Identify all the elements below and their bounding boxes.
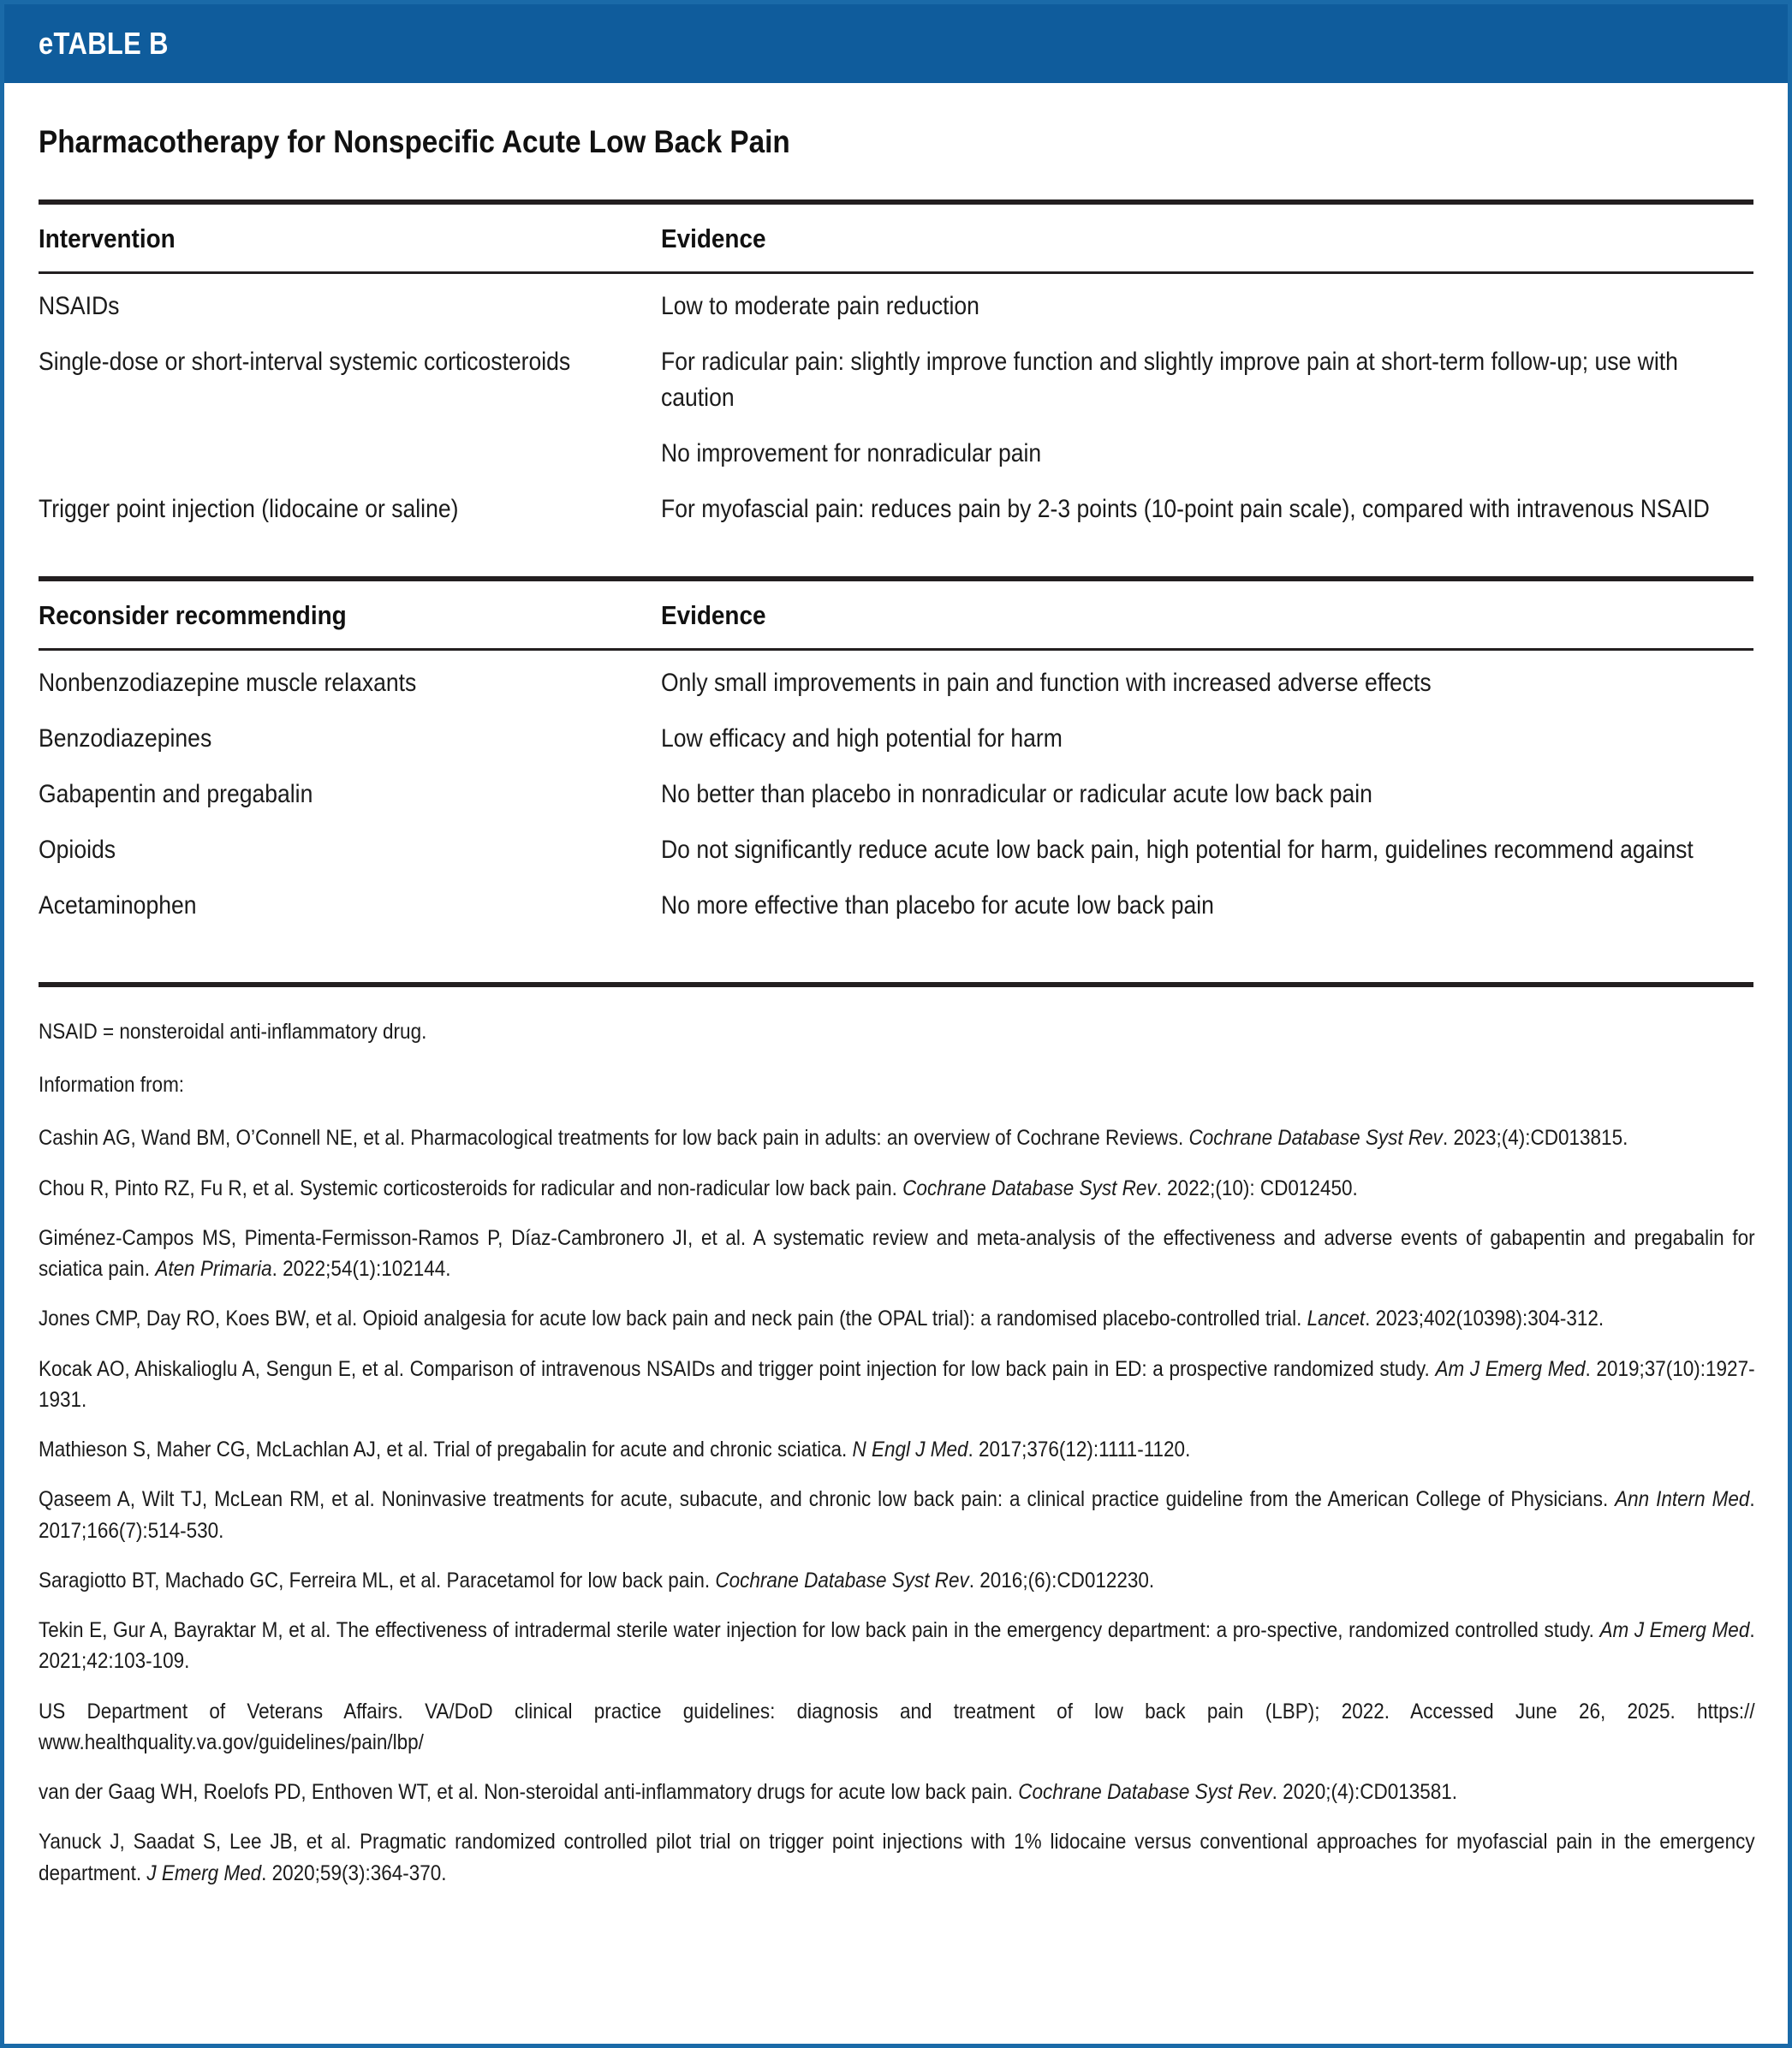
reference-text bbox=[39, 1122, 1755, 1153]
reference-text bbox=[39, 1696, 1755, 1759]
reference-fragment: . 2023;402(10398):304-312. bbox=[1365, 1307, 1604, 1331]
reference-fragment: Jones CMP, Day RO, Koes BW, et al. Opioid analgesia for acute low back pain and neck pain (the OPAL trial): a randomised placebo-controlled trial. bbox=[39, 1307, 1307, 1331]
reference-fragment: . 2017;376(12):1111-1120. bbox=[967, 1438, 1191, 1462]
intervention-label: Acetaminophen bbox=[39, 890, 197, 920]
reference-fragment: Tekin E, Gur A, Bayraktar M, et al. The effectiveness of intradermal sterile water injection for low back pain in the emergency department: a pro-spective, randomized controlled study. bbox=[39, 1618, 1600, 1642]
cell-intervention bbox=[39, 762, 661, 818]
reference-text bbox=[39, 1354, 1755, 1416]
journal-name: N Engl J Med bbox=[852, 1438, 968, 1462]
reference-fragment: . 2020;59(3):364-370. bbox=[261, 1860, 447, 1885]
column-header-label: Intervention bbox=[39, 223, 176, 253]
table-row bbox=[39, 651, 1753, 706]
cell-intervention bbox=[39, 421, 661, 477]
column-header-intervention bbox=[39, 581, 661, 648]
page-title: Pharmacotherapy for Nonspecific Acute Low Back Pain bbox=[39, 124, 790, 159]
etable-header-bar bbox=[4, 4, 1788, 83]
intervention-label: Trigger point injection (lidocaine or saline) bbox=[39, 494, 459, 523]
reference-item bbox=[39, 1826, 1753, 1889]
reference-text bbox=[39, 1615, 1755, 1677]
column-header-label: Evidence bbox=[661, 223, 766, 253]
reference-fragment: Kocak AO, Ahiskalioglu A, Sengun E, et al. Comparison of intravenous NSAIDs and trigger point injection for low back pain in ED: a prospective randomized study. bbox=[39, 1356, 1436, 1381]
evidence-text: No more effective than placebo for acute low back pain bbox=[661, 890, 1214, 920]
reference-item bbox=[39, 1434, 1753, 1465]
reference-text bbox=[39, 1434, 1755, 1465]
column-header-row bbox=[39, 581, 1753, 648]
section-spacer bbox=[39, 929, 1753, 951]
journal-name: Am J Emerg Med bbox=[1599, 1618, 1750, 1642]
table-row bbox=[39, 477, 1753, 533]
intervention-label: NSAIDs bbox=[39, 292, 120, 320]
evidence-text: For myofascial pain: reduces pain by 2-3 points (10-point pain scale), compared with intravenous NSAID bbox=[661, 494, 1710, 523]
reference-text bbox=[39, 1826, 1755, 1889]
journal-name: Cochrane Database Syst Rev bbox=[1188, 1126, 1443, 1151]
footnotes bbox=[39, 1016, 1753, 1889]
cell-intervention bbox=[39, 818, 661, 873]
reference-fragment: Saragiotto BT, Machado GC, Ferreira ML, et al. Paracetamol for low back pain. bbox=[39, 1568, 716, 1593]
table-section bbox=[39, 576, 1753, 950]
reference-item bbox=[39, 1303, 1753, 1334]
reference-fragment: . 2023;(4):CD013815. bbox=[1442, 1126, 1628, 1151]
table-section bbox=[39, 199, 1753, 554]
evidence-text: No better than placebo in nonradicular or radicular acute low back pain bbox=[661, 780, 1372, 809]
reference-item bbox=[39, 1565, 1753, 1596]
footnote-divider bbox=[39, 982, 1753, 987]
evidence-text: Low to moderate pain reduction bbox=[661, 292, 979, 320]
evidence-text: Do not significantly reduce acute low back pain, high potential for harm, guidelines recommend against bbox=[661, 836, 1694, 864]
column-header-label: Evidence bbox=[661, 600, 766, 631]
cell-evidence bbox=[661, 477, 1753, 533]
section-table bbox=[39, 205, 1753, 271]
table-row bbox=[39, 818, 1753, 873]
journal-name: Cochrane Database Syst Rev bbox=[715, 1568, 969, 1593]
cell-evidence bbox=[661, 651, 1753, 706]
reference-text bbox=[39, 1565, 1755, 1596]
journal-name: J Emerg Med bbox=[146, 1860, 262, 1885]
reference-item bbox=[39, 1173, 1753, 1204]
reference-item bbox=[39, 1777, 1753, 1807]
reference-item bbox=[39, 1615, 1753, 1677]
reference-text bbox=[39, 1223, 1755, 1285]
reference-fragment: . 2016;(6):CD012230. bbox=[968, 1568, 1155, 1593]
section-rows bbox=[39, 651, 1753, 928]
cell-intervention bbox=[39, 873, 661, 929]
evidence-text: Low efficacy and high potential for harm bbox=[661, 724, 1063, 753]
cell-intervention bbox=[39, 706, 661, 762]
reference-fragment: Cashin AG, Wand BM, O’Connell NE, et al. Pharmacological treatments for low back pain in adults: an overview of Cochrane Reviews. bbox=[39, 1126, 1189, 1151]
evidence-text: No improvement for nonradicular pain bbox=[661, 438, 1042, 467]
table-row bbox=[39, 274, 1753, 330]
reference-fragment: US Department of Veterans Affairs. VA/DoD clinical practice guidelines: diagnosis and treatment of low back pain (LBP); 2022. Accessed June 26, 2025. https:// www.healthquality.va.gov/guidelines/pain/lbp/ bbox=[39, 1699, 1755, 1754]
intervention-label: Nonbenzodiazepine muscle relaxants bbox=[39, 669, 417, 698]
section-table bbox=[39, 581, 1753, 648]
intervention-label: Benzodiazepines bbox=[39, 724, 212, 753]
column-header-evidence bbox=[661, 581, 1753, 648]
cell-evidence bbox=[661, 706, 1753, 762]
journal-name: Am J Emerg Med bbox=[1435, 1356, 1586, 1381]
column-header-intervention bbox=[39, 205, 661, 271]
cell-evidence bbox=[661, 873, 1753, 929]
cell-evidence bbox=[661, 421, 1753, 477]
cell-evidence bbox=[661, 274, 1753, 330]
section-rows bbox=[39, 274, 1753, 532]
table-row bbox=[39, 873, 1753, 929]
table-row bbox=[39, 421, 1753, 477]
reference-fragment: Giménez-Campos MS, Pimenta-Fermisson-Ramos P, Díaz-Cambronero JI, et al. A systematic review and meta-analysis of the effectiveness and adverse events of gabapentin and pregabalin for sciatica pain. bbox=[39, 1225, 1755, 1281]
reference-fragment: . 2022;54(1):102144. bbox=[271, 1257, 451, 1281]
cell-evidence bbox=[661, 330, 1753, 421]
evidence-text: Only small improvements in pain and function with increased adverse effects bbox=[661, 669, 1432, 698]
reference-fragment: Yanuck J, Saadat S, Lee JB, et al. Pragmatic randomized controlled pilot trial on trigger point injections with 1% lidocaine versus conventional approaches for myofascial pain in the emergency department. bbox=[39, 1830, 1755, 1885]
reference-list bbox=[39, 1122, 1753, 1889]
table-row bbox=[39, 706, 1753, 762]
cell-evidence bbox=[661, 762, 1753, 818]
section-spacer bbox=[39, 532, 1753, 554]
cell-intervention bbox=[39, 651, 661, 706]
reference-text bbox=[39, 1173, 1755, 1204]
reference-fragment: . 2022;(10): CD012450. bbox=[1156, 1176, 1358, 1200]
evidence-table bbox=[39, 199, 1753, 951]
column-header-label: Reconsider recommending bbox=[39, 600, 347, 631]
cell-intervention bbox=[39, 274, 661, 330]
evidence-text: For radicular pain: slightly improve function and slightly improve pain at short-term follow-up; use with caution bbox=[661, 347, 1678, 412]
reference-fragment: van der Gaag WH, Roelofs PD, Enthoven WT, et al. Non-steroidal anti-inflammatory drugs for acute low back pain. bbox=[39, 1780, 1019, 1804]
reference-text bbox=[39, 1484, 1755, 1546]
journal-name: Cochrane Database Syst Rev bbox=[902, 1176, 1157, 1200]
intervention-label: Gabapentin and pregabalin bbox=[39, 780, 313, 809]
reference-text bbox=[39, 1777, 1755, 1807]
journal-name: Aten Primaria bbox=[155, 1257, 272, 1281]
reference-fragment: . 2019;37(10):1927-1931. bbox=[39, 1356, 1755, 1412]
intervention-label: Opioids bbox=[39, 836, 116, 864]
table-row bbox=[39, 762, 1753, 818]
journal-name: Cochrane Database Syst Rev bbox=[1018, 1780, 1272, 1804]
reference-fragment: . 2020;(4):CD013581. bbox=[1271, 1780, 1458, 1804]
reference-item bbox=[39, 1484, 1753, 1546]
table-row bbox=[39, 330, 1753, 421]
reference-item bbox=[39, 1354, 1753, 1416]
information-from-label: Information from: bbox=[39, 1073, 185, 1097]
column-header-row bbox=[39, 205, 1753, 271]
reference-item bbox=[39, 1696, 1753, 1759]
column-header-evidence bbox=[661, 205, 1753, 271]
reference-fragment: Mathieson S, Maher CG, McLachlan AJ, et al. Trial of pregabalin for acute and chronic sciatica. bbox=[39, 1438, 853, 1462]
intervention-label: Single-dose or short-interval systemic corticosteroids bbox=[39, 347, 571, 376]
reference-fragment: . 2017;166(7):514-530. bbox=[39, 1487, 1755, 1543]
table-content bbox=[4, 124, 1788, 1889]
journal-name: Ann Intern Med bbox=[1615, 1487, 1750, 1512]
etable-label: eTABLE B bbox=[39, 26, 169, 61]
reference-fragment: . 2021;42:103-109. bbox=[39, 1618, 1755, 1674]
cell-intervention bbox=[39, 330, 661, 421]
reference-item bbox=[39, 1223, 1753, 1285]
cell-evidence bbox=[661, 818, 1753, 873]
journal-name: Lancet bbox=[1307, 1307, 1366, 1331]
reference-text bbox=[39, 1303, 1755, 1334]
reference-fragment: Chou R, Pinto RZ, Fu R, et al. Systemic corticosteroids for radicular and non-radicular low back pain. bbox=[39, 1176, 903, 1200]
cell-intervention bbox=[39, 477, 661, 533]
reference-fragment: Qaseem A, Wilt TJ, McLean RM, et al. Noninvasive treatments for acute, subacute, and chronic low back pain: a clinical practice guideline from the American College of Physicians. bbox=[39, 1487, 1616, 1512]
reference-item bbox=[39, 1122, 1753, 1153]
abbreviation-note: NSAID = nonsteroidal anti-inflammatory drug. bbox=[39, 1019, 427, 1044]
